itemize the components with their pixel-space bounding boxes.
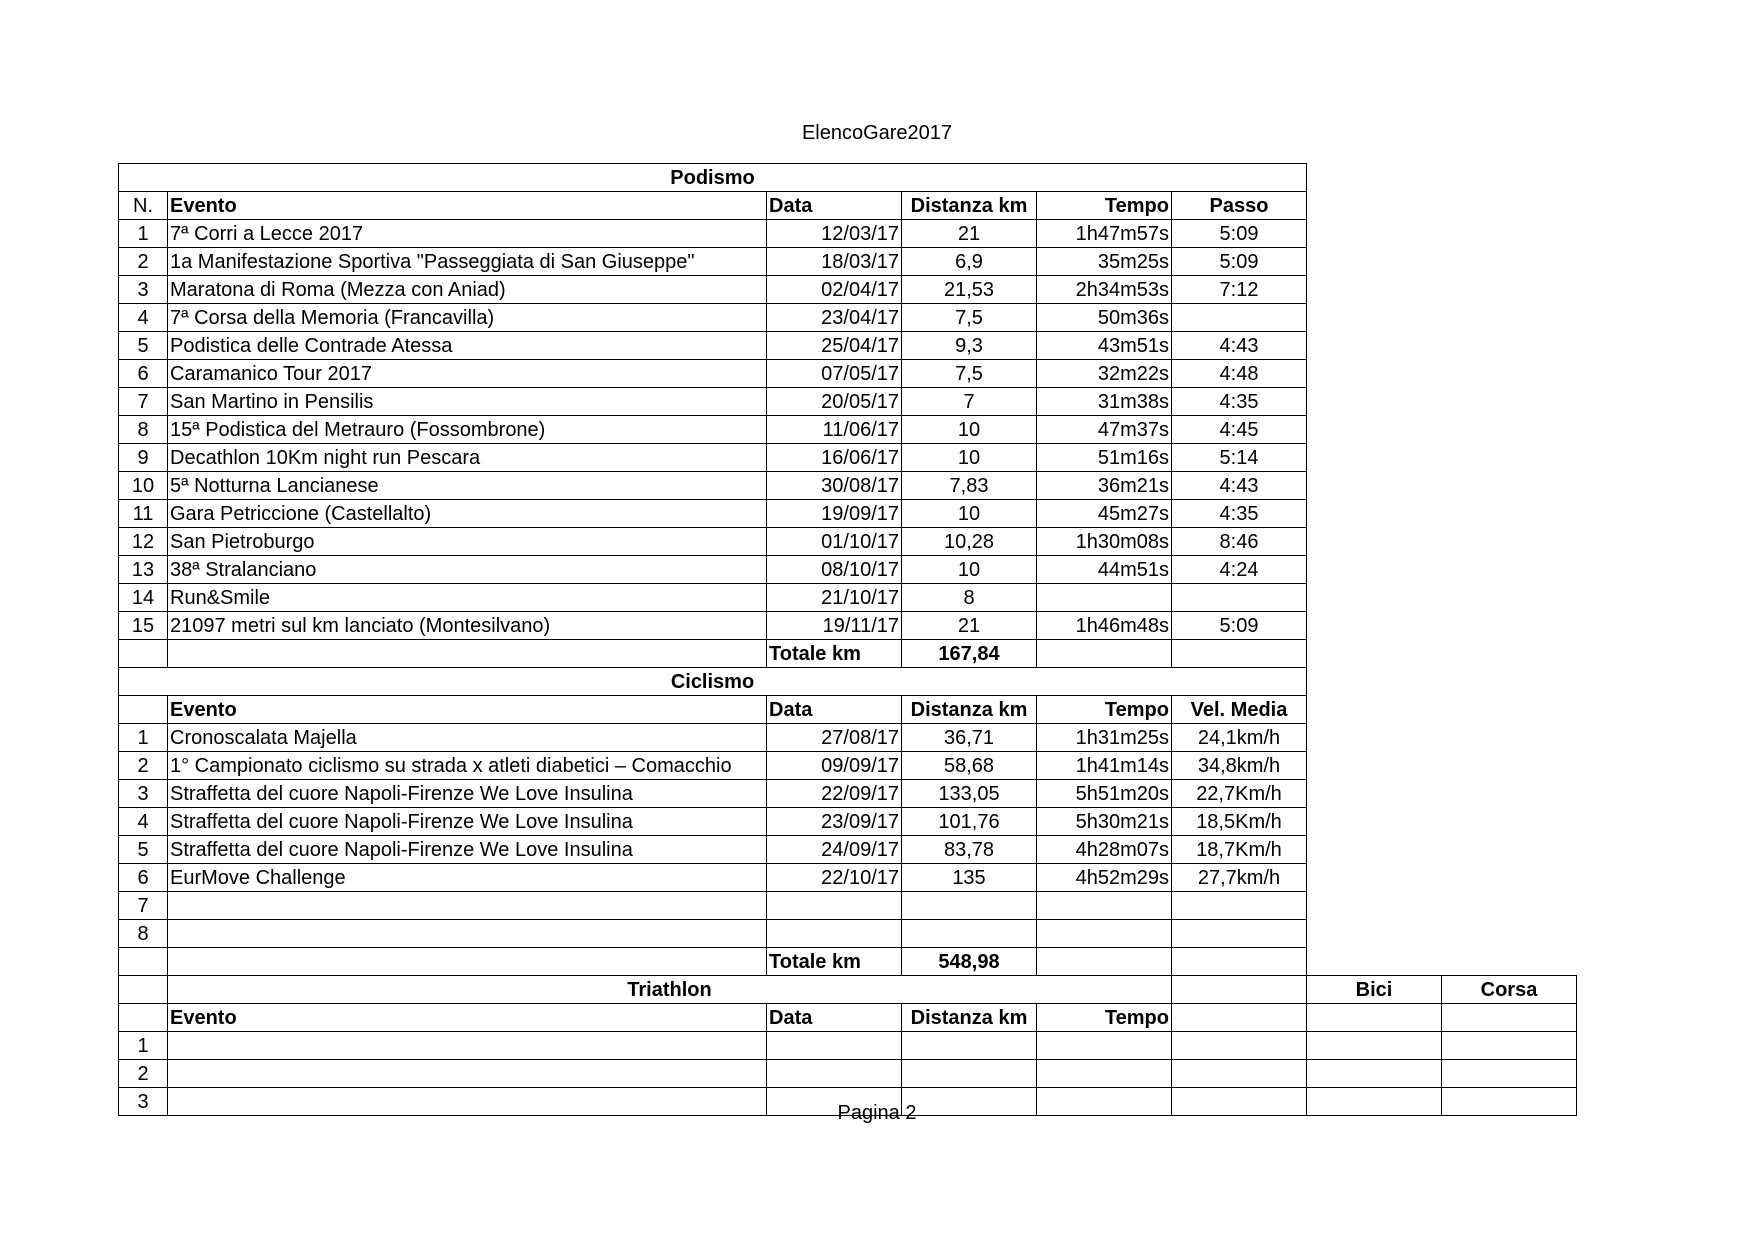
header-bici: Bici	[1307, 976, 1442, 1004]
table-row	[119, 1032, 1577, 1060]
row-distanza: 10,28	[902, 528, 1037, 556]
row-data: 19/09/17	[767, 500, 902, 528]
table-row	[119, 528, 1577, 556]
row-distanza: 7	[902, 388, 1037, 416]
row-data: 25/04/17	[767, 332, 902, 360]
row-data: 20/05/17	[767, 388, 902, 416]
row-distanza: 9,3	[902, 332, 1037, 360]
row-tempo: 4h52m29s	[1037, 864, 1172, 892]
triathlon-section-title: Triathlon	[168, 976, 1172, 1004]
row-data: 09/09/17	[767, 752, 902, 780]
podismo-header-row	[119, 192, 1577, 220]
table-row	[119, 920, 1577, 948]
row-tempo: 31m38s	[1037, 388, 1172, 416]
row-evento: San Martino in Pensilis	[168, 388, 767, 416]
row-passo: 7:12	[1172, 276, 1307, 304]
row-number: 10	[119, 472, 168, 500]
row-data: 12/03/17	[767, 220, 902, 248]
podismo-title-row	[119, 164, 1577, 192]
row-number: 6	[119, 360, 168, 388]
row-distanza: 21	[902, 220, 1037, 248]
row-distanza: 101,76	[902, 808, 1037, 836]
page-footer: Pagina 2	[837, 1102, 917, 1124]
table-row	[119, 1060, 1577, 1088]
row-tempo: 1h41m14s	[1037, 752, 1172, 780]
row-passo: 8:46	[1172, 528, 1307, 556]
table-row	[119, 780, 1577, 808]
row-distanza: 10	[902, 500, 1037, 528]
row-tempo	[1037, 584, 1172, 612]
header-tempo: Tempo	[1037, 696, 1172, 724]
row-evento: 5ª Notturna Lancianese	[168, 472, 767, 500]
row-distanza: 21,53	[902, 276, 1037, 304]
row-vel-media: 18,7Km/h	[1172, 836, 1307, 864]
row-evento: Run&Smile	[168, 584, 767, 612]
row-number: 4	[119, 304, 168, 332]
table-row	[119, 444, 1577, 472]
row-data: 08/10/17	[767, 556, 902, 584]
row-tempo: 43m51s	[1037, 332, 1172, 360]
row-passo	[1172, 304, 1307, 332]
row-evento: 38ª Stralanciano	[168, 556, 767, 584]
row-tempo: 44m51s	[1037, 556, 1172, 584]
table-row	[119, 836, 1577, 864]
row-data: 16/06/17	[767, 444, 902, 472]
podismo-total-label: Totale km	[767, 640, 902, 668]
row-evento: EurMove Challenge	[168, 864, 767, 892]
table-row	[119, 724, 1577, 752]
row-evento: Podistica delle Contrade Atessa	[168, 332, 767, 360]
row-passo: 4:24	[1172, 556, 1307, 584]
row-tempo: 47m37s	[1037, 416, 1172, 444]
table-row	[119, 612, 1577, 640]
row-data: 24/09/17	[767, 836, 902, 864]
row-passo: 5:09	[1172, 248, 1307, 276]
row-passo: 5:09	[1172, 612, 1307, 640]
row-tempo: 35m25s	[1037, 248, 1172, 276]
row-distanza: 83,78	[902, 836, 1037, 864]
header-tempo: Tempo	[1037, 1004, 1172, 1032]
races-spreadsheet	[118, 163, 1577, 1116]
row-tempo: 5h30m21s	[1037, 808, 1172, 836]
row-passo: 4:35	[1172, 500, 1307, 528]
header-evento: Evento	[168, 1004, 767, 1032]
triathlon-header-row	[119, 1004, 1577, 1032]
row-evento	[168, 920, 767, 948]
row-number: 5	[119, 836, 168, 864]
table-row	[119, 808, 1577, 836]
row-distanza: 6,9	[902, 248, 1037, 276]
table-row	[119, 388, 1577, 416]
row-evento: Straffetta del cuore Napoli-Firenze We Love Insulina	[168, 780, 767, 808]
row-number: 8	[119, 416, 168, 444]
row-number: 5	[119, 332, 168, 360]
row-evento: Decathlon 10Km night run Pescara	[168, 444, 767, 472]
header-passo: Passo	[1172, 192, 1307, 220]
header-data: Data	[767, 192, 902, 220]
ciclismo-total-label: Totale km	[767, 948, 902, 976]
ciclismo-section-title: Ciclismo	[119, 668, 1307, 696]
row-passo: 4:43	[1172, 332, 1307, 360]
row-distanza	[902, 892, 1037, 920]
row-number: 1	[119, 724, 168, 752]
table-row	[119, 304, 1577, 332]
ciclismo-total-value: 548,98	[902, 948, 1037, 976]
row-evento: San Pietroburgo	[168, 528, 767, 556]
row-tempo: 32m22s	[1037, 360, 1172, 388]
row-passo	[1172, 584, 1307, 612]
row-number: 1	[119, 1032, 168, 1060]
row-vel-media: 34,8km/h	[1172, 752, 1307, 780]
row-data: 21/10/17	[767, 584, 902, 612]
row-number: 14	[119, 584, 168, 612]
row-number: 7	[119, 388, 168, 416]
row-vel-media: 18,5Km/h	[1172, 808, 1307, 836]
row-tempo: 1h31m25s	[1037, 724, 1172, 752]
header-data: Data	[767, 696, 902, 724]
header-evento: Evento	[168, 696, 767, 724]
row-distanza: 10	[902, 444, 1037, 472]
podismo-total-value: 167,84	[902, 640, 1037, 668]
row-evento: Gara Petriccione (Castellalto)	[168, 500, 767, 528]
row-tempo	[1037, 920, 1172, 948]
row-evento: Straffetta del cuore Napoli-Firenze We Love Insulina	[168, 808, 767, 836]
row-data: 02/04/17	[767, 276, 902, 304]
row-evento: Maratona di Roma (Mezza con Aniad)	[168, 276, 767, 304]
row-passo: 4:35	[1172, 388, 1307, 416]
row-number: 13	[119, 556, 168, 584]
row-distanza	[902, 920, 1037, 948]
table-row	[119, 220, 1577, 248]
header-tempo: Tempo	[1037, 192, 1172, 220]
row-distanza: 7,83	[902, 472, 1037, 500]
row-tempo: 50m36s	[1037, 304, 1172, 332]
table-row	[119, 360, 1577, 388]
row-tempo	[1037, 892, 1172, 920]
row-number: 2	[119, 248, 168, 276]
row-number: 11	[119, 500, 168, 528]
row-tempo: 4h28m07s	[1037, 836, 1172, 864]
row-distanza: 133,05	[902, 780, 1037, 808]
table-row	[119, 752, 1577, 780]
table-row	[119, 416, 1577, 444]
header-data: Data	[767, 1004, 902, 1032]
row-number: 9	[119, 444, 168, 472]
row-data: 19/11/17	[767, 612, 902, 640]
triathlon-title-row	[119, 976, 1577, 1004]
row-number: 2	[119, 752, 168, 780]
row-evento: 7ª Corsa della Memoria (Francavilla)	[168, 304, 767, 332]
row-distanza: 7,5	[902, 360, 1037, 388]
row-passo: 5:14	[1172, 444, 1307, 472]
row-number: 8	[119, 920, 168, 948]
row-number: 7	[119, 892, 168, 920]
row-passo: 4:45	[1172, 416, 1307, 444]
row-tempo: 1h30m08s	[1037, 528, 1172, 556]
row-data: 01/10/17	[767, 528, 902, 556]
row-data: 23/04/17	[767, 304, 902, 332]
table-row	[119, 892, 1577, 920]
row-vel-media: 24,1km/h	[1172, 724, 1307, 752]
row-number: 1	[119, 220, 168, 248]
table-row	[119, 864, 1577, 892]
table-row	[119, 556, 1577, 584]
row-evento	[168, 892, 767, 920]
table-row	[119, 276, 1577, 304]
row-number: 3	[119, 276, 168, 304]
row-tempo: 45m27s	[1037, 500, 1172, 528]
row-number: 12	[119, 528, 168, 556]
row-data: 30/08/17	[767, 472, 902, 500]
row-data: 22/09/17	[767, 780, 902, 808]
row-data: 18/03/17	[767, 248, 902, 276]
row-data: 07/05/17	[767, 360, 902, 388]
header-distanza: Distanza km	[902, 192, 1037, 220]
row-distanza: 58,68	[902, 752, 1037, 780]
row-evento: Caramanico Tour 2017	[168, 360, 767, 388]
row-distanza: 8	[902, 584, 1037, 612]
row-number: 15	[119, 612, 168, 640]
row-number: 3	[119, 1088, 168, 1116]
row-tempo: 51m16s	[1037, 444, 1172, 472]
header-number: N.	[119, 192, 168, 220]
row-vel-media: 27,7km/h	[1172, 864, 1307, 892]
row-data: 27/08/17	[767, 724, 902, 752]
header-distanza: Distanza km	[902, 1004, 1037, 1032]
table-row	[119, 248, 1577, 276]
row-number: 3	[119, 780, 168, 808]
podismo-section-title: Podismo	[119, 164, 1307, 192]
table-row	[119, 472, 1577, 500]
row-evento: 7ª Corri a Lecce 2017	[168, 220, 767, 248]
row-data	[767, 892, 902, 920]
row-evento: Cronoscalata Majella	[168, 724, 767, 752]
header-evento: Evento	[168, 192, 767, 220]
row-distanza: 7,5	[902, 304, 1037, 332]
row-number: 6	[119, 864, 168, 892]
podismo-total-row	[119, 640, 1577, 668]
ciclismo-title-row	[119, 668, 1577, 696]
row-tempo: 2h34m53s	[1037, 276, 1172, 304]
row-distanza: 10	[902, 556, 1037, 584]
row-tempo: 1h47m57s	[1037, 220, 1172, 248]
row-evento: 15ª Podistica del Metrauro (Fossombrone)	[168, 416, 767, 444]
page-title: ElencoGare2017	[801, 122, 953, 144]
row-data: 22/10/17	[767, 864, 902, 892]
row-passo: 5:09	[1172, 220, 1307, 248]
row-distanza: 10	[902, 416, 1037, 444]
header-vel-media: Vel. Media	[1172, 696, 1307, 724]
ciclismo-total-row	[119, 948, 1577, 976]
row-evento: 1a Manifestazione Sportiva "Passeggiata di San Giuseppe"	[168, 248, 767, 276]
row-distanza: 21	[902, 612, 1037, 640]
row-data: 11/06/17	[767, 416, 902, 444]
header-corsa: Corsa	[1442, 976, 1577, 1004]
row-distanza: 135	[902, 864, 1037, 892]
row-evento: 1° Campionato ciclismo su strada x atleti diabetici – Comacchio	[168, 752, 767, 780]
table-row	[119, 584, 1577, 612]
row-evento: Straffetta del cuore Napoli-Firenze We Love Insulina	[168, 836, 767, 864]
row-tempo: 36m21s	[1037, 472, 1172, 500]
row-evento: 21097 metri sul km lanciato (Montesilvano)	[168, 612, 767, 640]
row-passo: 4:48	[1172, 360, 1307, 388]
row-distanza: 36,71	[902, 724, 1037, 752]
row-vel-media	[1172, 892, 1307, 920]
header-distanza: Distanza km	[902, 696, 1037, 724]
ciclismo-header-row	[119, 696, 1577, 724]
row-data	[767, 920, 902, 948]
row-number: 4	[119, 808, 168, 836]
row-number: 2	[119, 1060, 168, 1088]
row-passo: 4:43	[1172, 472, 1307, 500]
row-data: 23/09/17	[767, 808, 902, 836]
table-row	[119, 500, 1577, 528]
row-tempo: 5h51m20s	[1037, 780, 1172, 808]
row-vel-media	[1172, 920, 1307, 948]
row-vel-media: 22,7Km/h	[1172, 780, 1307, 808]
table-row	[119, 332, 1577, 360]
row-tempo: 1h46m48s	[1037, 612, 1172, 640]
